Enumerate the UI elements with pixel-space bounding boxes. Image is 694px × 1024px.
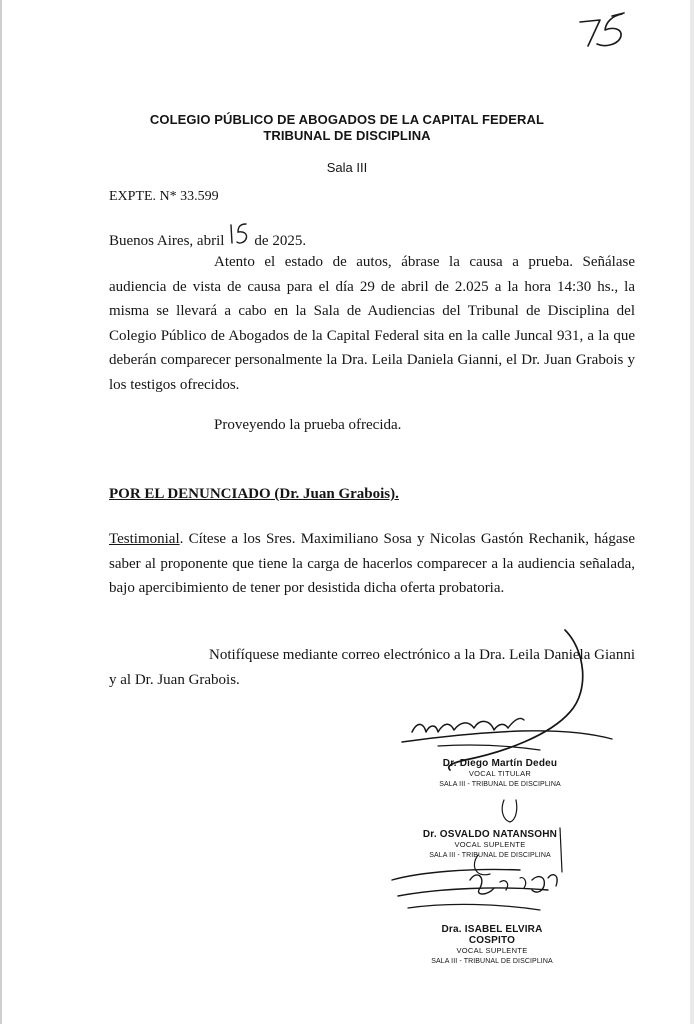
notification-paragraph: Notifíquese mediante correo electrónico a la Dra. Leila Daniela Gianni y al Dr. Juan Grabois. bbox=[109, 647, 635, 688]
handwritten-day bbox=[224, 233, 254, 250]
signature-block-dedeu: Dr. Diego Martín Dedeu VOCAL TITULAR SALA III - TRIBUNAL DE DISCIPLINA bbox=[439, 758, 561, 788]
institution-title: COLEGIO PÚBLICO DE ABOGADOS DE LA CAPITAL FEDERAL bbox=[149, 112, 545, 127]
signature-block-cospito: Dra. ISABEL ELVIRA COSPITO VOCAL SUPLENTE SALA III - TRIBUNAL DE DISCIPLINA bbox=[431, 924, 553, 965]
page-left-edge bbox=[0, 0, 2, 1024]
tribunal-title: TRIBUNAL DE DISCIPLINA bbox=[263, 128, 431, 143]
handwritten-day-glyph bbox=[226, 221, 252, 247]
handwritten-folio-number bbox=[0, 0, 694, 70]
resolution-paragraph: Atento el estado de autos, ábrase la causa a prueba. Señálase audiencia de vista de causa para el día 29 de abril de 2.025 a la hora 14:30 hs., la misma se llevará a cabo en la Sala de Audiencias del Tribunal de Disciplina del Colegio Público de Abogados de la Capital Federal sita en la calle Juncal 931, a la que deberán comparecer personalmente la Dra. Leila Daniela Gianni, el Dr. Juan Grabois y los testigos ofrecidos. bbox=[109, 254, 635, 393]
sala-label: Sala III bbox=[326, 160, 368, 175]
page-right-edge bbox=[690, 0, 694, 1024]
testimonial-paragraph: Testimonial. Cítese a los Sres. Maximiliano Sosa y Nicolas Gastón Rechanik, hágase saber al proponente que tiene la carga de hacerlos comparecer a la audiencia señalada, bajo apercibimiento de tener por desistida dicha oferta probatoria. bbox=[109, 531, 635, 597]
section-heading: POR EL DENUNCIADO (Dr. Juan Grabois). bbox=[109, 486, 399, 502]
expediente-number: EXPTE. N* 33.599 bbox=[109, 189, 219, 204]
date-line: Buenos Aires, abril de 2025. bbox=[109, 233, 306, 250]
testimonial-label: Testimonial bbox=[109, 531, 180, 547]
signature-block-natansohn: Dr. OSVALDO NATANSOHN VOCAL SUPLENTE SALA III - TRIBUNAL DE DISCIPLINA bbox=[422, 829, 558, 859]
proveyendo-line: Proveyendo la prueba ofrecida. bbox=[214, 417, 402, 433]
